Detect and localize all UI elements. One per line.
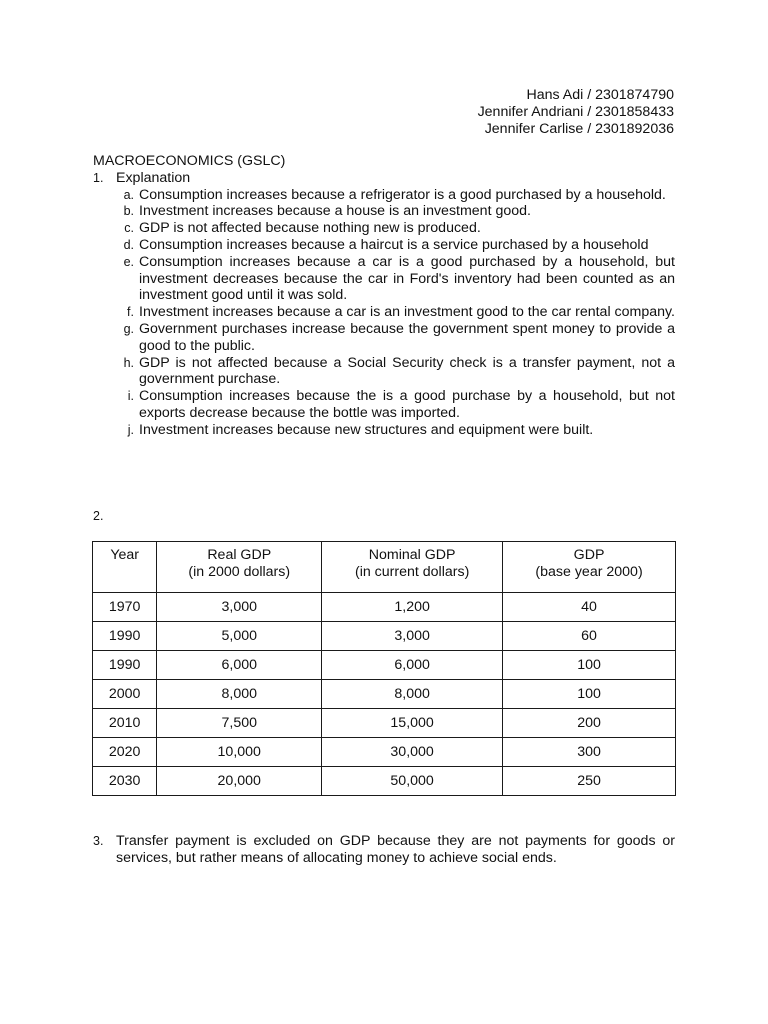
table-header-row [93,542,676,593]
item-text: Investment increases because a house is an investment good. [139,203,531,220]
table-row [93,709,676,738]
item-letter: b. [123,204,134,219]
table-cell: 200 [503,709,676,738]
table-cell: 2030 [93,767,157,796]
table-cell: 15,000 [322,709,503,738]
question-2-number: 2. [93,509,104,523]
table-cell: 8,000 [322,680,503,709]
header-line: GDP [573,547,605,563]
gdp-table [92,541,676,796]
item-letter: i. [127,389,134,404]
list-item [116,355,675,389]
question-1 [93,170,675,439]
table-cell: 1990 [93,651,157,680]
item-text: Investment increases because a car is an investment good to the car rental company. [139,304,675,321]
item-letter: d. [123,237,134,252]
item-text: Government purchases increase because the government spent money to provide a good to the public. [139,320,675,354]
list-item [116,388,675,422]
table-cell: 100 [503,680,676,709]
item-text: Consumption increases because the is a good purchase by a household, but not exports decrease because the bottle was imported. [139,388,675,421]
item-letter: f. [127,305,134,320]
author-line: Jennifer Carlise / 2301892036 [484,120,674,137]
item-text: Consumption increases because a haircut is a service purchased by a household [139,236,649,253]
list-item [116,203,675,220]
header-real-gdp [157,542,322,593]
question-3 [93,833,675,867]
item-letter: j. [127,422,134,437]
item-letter: h. [123,355,134,370]
list-item [116,220,675,237]
table-cell: 1,200 [322,593,503,622]
question-number: 3. [93,834,104,848]
item-text: Investment increases because new structures and equipment were built. [139,421,594,438]
list-item [116,254,675,304]
item-text: Consumption increases because a car is a good purchased by a household, but investment decreases because the car in Ford's inventory had been counted as an investment good until it was sold. [139,253,675,304]
table-cell: 60 [503,622,676,651]
table-row [93,651,676,680]
question-1-section [93,153,675,439]
table-cell: 1990 [93,622,157,651]
item-text: Consumption increases because a refrigerator is a good purchased by a household. [139,186,666,203]
table-cell: 1970 [93,593,157,622]
question-text: Transfer payment is excluded on GDP because they are not payments for goods or services, but rather means of allocating money to achieve social ends. [116,833,675,866]
table-cell: 3,000 [322,622,503,651]
table-cell: 300 [503,738,676,767]
question-3-section [93,833,675,867]
list-item [116,237,675,254]
table-cell: 250 [503,767,676,796]
header-gdp-deflator [503,542,676,593]
table-cell: 6,000 [157,651,322,680]
header-line: (in current dollars) [354,563,470,580]
table-row [93,767,676,796]
item-text: GDP is not affected because nothing new is produced. [139,220,481,237]
table-cell: 5,000 [157,622,322,651]
header-year [93,542,157,593]
author-block [478,87,674,137]
author-line: Jennifer Andriani / 2301858433 [477,103,674,120]
table-cell: 20,000 [157,767,322,796]
header-line: Nominal GDP [368,547,456,563]
header-line: (in 2000 dollars) [188,563,291,580]
answer-list [116,187,675,439]
table-cell: 30,000 [322,738,503,767]
table-cell: 100 [503,651,676,680]
table-row [93,622,676,651]
list-item [116,187,675,204]
author-line: Hans Adi / 2301874790 [526,87,674,103]
table-cell: 2020 [93,738,157,767]
item-text: GDP is not affected because a Social Security check is a transfer payment, not a government purchase. [139,354,675,388]
header-nominal-gdp [322,542,503,593]
table-cell: 2010 [93,709,157,738]
item-letter: e. [123,254,134,269]
table-cell: 8,000 [157,680,322,709]
question-number: 1. [93,170,104,185]
question-heading: Explanation [116,169,191,186]
table-cell: 6,000 [322,651,503,680]
table-cell: 10,000 [157,738,322,767]
table-cell: 40 [503,593,676,622]
table-row [93,680,676,709]
list-item [116,321,675,355]
document-title: MACROECONOMICS (GSLC) [93,153,286,169]
item-letter: g. [123,321,134,336]
header-line: (base year 2000) [535,563,643,580]
header-line: Real GDP [207,547,272,563]
item-letter: a. [123,187,134,202]
table-row [93,738,676,767]
table-cell: 3,000 [157,593,322,622]
table-row [93,593,676,622]
table-cell: 7,500 [157,709,322,738]
item-letter: c. [124,221,134,236]
header-line: Year [110,547,139,563]
list-item [116,422,675,439]
table-cell: 2000 [93,680,157,709]
table-cell: 50,000 [322,767,503,796]
list-item [116,304,675,321]
